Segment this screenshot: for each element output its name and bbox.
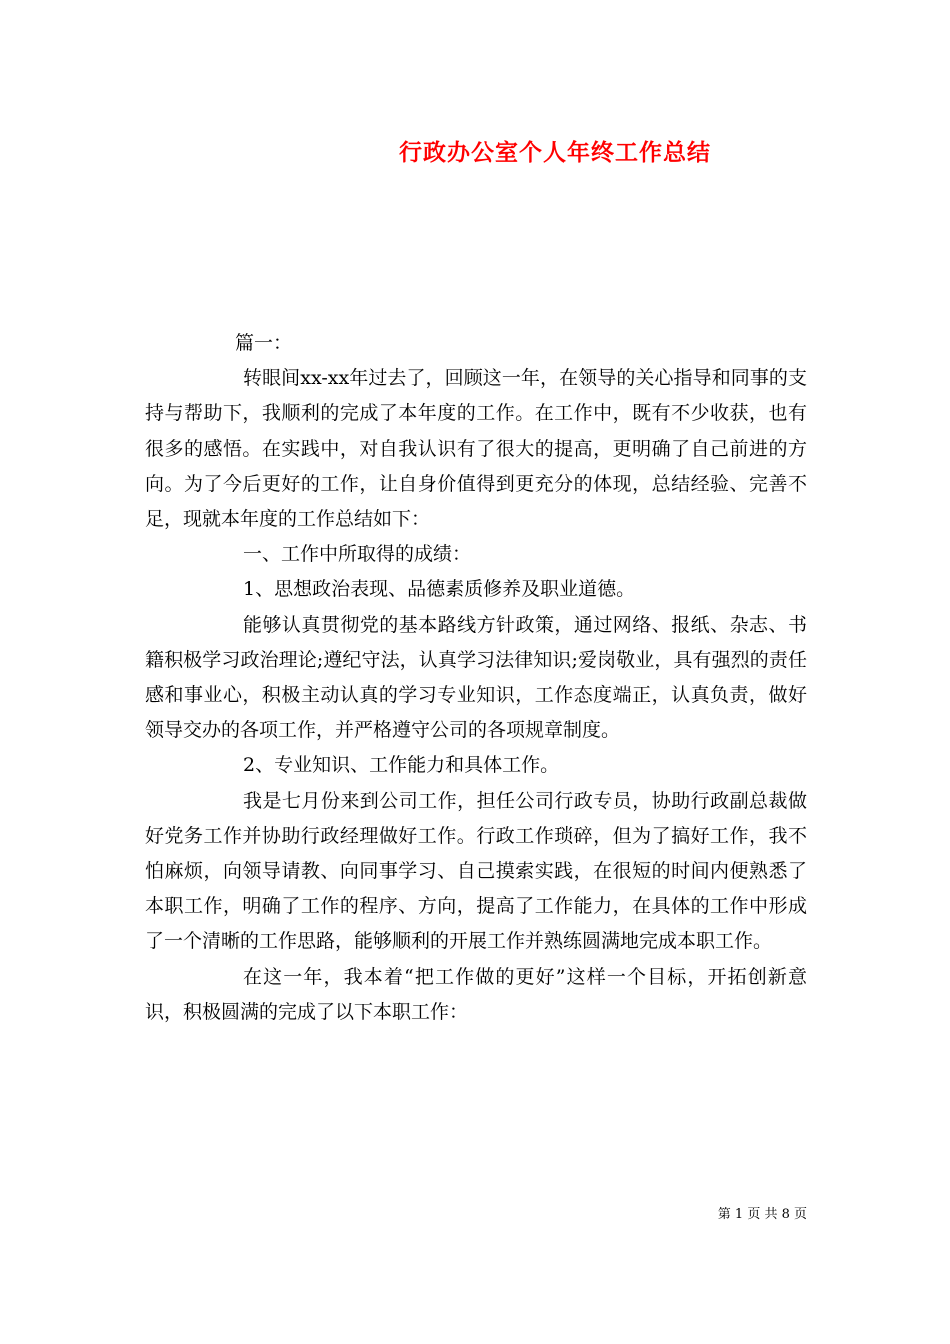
intro-paragraph: 转眼间xx-xx年过去了，回顾这一年，在领导的关心指导和同事的支持与帮助下，我顺利的完成了本年度的工作。在工作中，既有不少收获，也有很多的感悟。在实践中，对自我认识有了很大的提高，更明确了自己前进的方向。为了今后更好的工作，让自身价值得到更充分的体现，总结经验、完善不足，现就本年度的工作总结如下： [145,367,807,531]
heading-political-conduct: 1、思想政治表现、品德素质修养及职业道德。 [243,578,636,601]
paragraph-political-conduct: 能够认真贯彻党的基本路线方针政策，通过网络、报纸、杂志、书籍积极学习政治理论;遵纪守法，认真学习法律知识;爱岗敬业，具有强烈的责任感和事业心，积极主动认真的学习专业知识，工作态度端正，认真负责，做好领导交办的各项工作，并严格遵守公司的各项规章制度。 [145,613,807,742]
paragraph-yearly-goal: 在这一年，我本着“把工作做的更好”这样一个目标，开拓创新意识，积极圆满的完成了以下本职工作： [145,965,807,1023]
heading-professional-work: 2、专业知识、工作能力和具体工作。 [243,754,560,777]
document-body [145,326,807,1030]
page-number: 第 1 页 共 8 页 [717,1207,807,1222]
document-title: 行政办公室个人年终工作总结 [399,139,711,166]
paragraph-professional-work: 我是七月份来到公司工作，担任公司行政专员，协助行政副总裁做好党务工作并协助行政经理做好工作。行政工作琐碎，但为了搞好工作，我不怕麻烦，向领导请教、向同事学习、自己摸索实践，在很短的时间内便熟悉了本职工作，明确了工作的程序、方向，提高了工作能力，在具体的工作中形成了一个清晰的工作思路，能够顺利的开展工作并熟练圆满地完成本职工作。 [145,789,807,953]
heading-achievements: 一、工作中所取得的成绩： [243,543,472,566]
section-label: 篇一： [235,332,293,354]
